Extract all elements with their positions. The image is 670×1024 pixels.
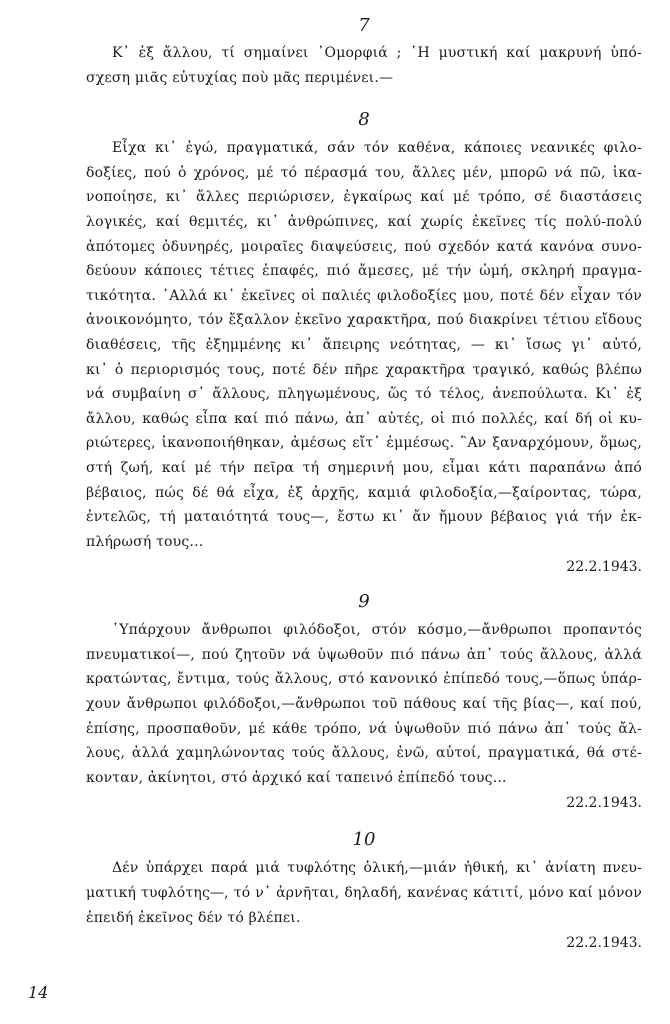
paragraph: [86, 136, 642, 554]
text-line: δεύουν κάποιες τέτιες ἐπαφές, πιό ἄμεσες, μέ τήν ὠμή, σκληρή πραγμα-: [86, 263, 642, 280]
text-line: πλήρωσή τους...: [86, 533, 204, 550]
page-number: 14: [28, 983, 49, 1002]
text-line: νά συμβαίνη σ᾿ ἄλλους, πληγωμένους, ὥς τό τέλος, ἀνεπούλωτα. Κι᾿ ἐξ: [86, 386, 642, 403]
text-line: κι᾿ ὁ περιορισμός τους, ποτέ δέν πῆρε χαρακτῆρα τραγικό, καθώς βλέπω: [86, 361, 642, 378]
paragraph: [86, 618, 642, 790]
text-line: Εἶχα κι᾿ ἐγώ, πραγματικά, σάν τόν καθένα, κάποιες νεανικές φιλο-: [112, 140, 642, 157]
text-line: ἀπότομες ὀδυνηρές, μοιραῖες διαψεύσεις, πού σχεδόν κατά κανόνα συνο-: [86, 238, 642, 255]
text-line: ἐπειδή ἐκεῖνος δέν τό βλέπει.: [86, 909, 301, 926]
text-line: δοξίες, πού ὁ χρόνος, μέ τό πέρασμά του, ἄλλες μέν, μπορῶ νά πῶ, ἱκα-: [86, 164, 642, 181]
section-number: 9: [358, 591, 370, 613]
text-line: πνευματικοί—, πού ζητοῦν νά ὑψωθοῦν πιό πάνω ἀπ᾿ τούς ἄλλους, ἀλλά: [86, 646, 642, 663]
section-number: 8: [358, 109, 370, 131]
book-page: [86, 14, 642, 954]
section-7: [86, 14, 642, 90]
text-line: νοποίησε, κι᾿ ἄλλες περιώρισεν, ἐγκαίρως καί μέ τρόπο, σέ διαστάσεις: [86, 189, 642, 206]
date-stamp: 22.2.1943.: [566, 559, 642, 576]
date-stamp: 22.2.1943.: [566, 795, 642, 812]
text-line: ματική τυφλότης—, τό ν᾿ ἀρνῆται, δηλαδή, κανένας κάτιτί, μόνο καί μόνον: [86, 885, 642, 902]
text-line: στή ζωή, καί μέ τήν πεῖρα τή σημερινή μου, εἶμαι κάτι παραπάνω ἀπό: [86, 459, 642, 476]
paragraph: [86, 856, 642, 930]
text-line: λους, ἀλλά χαμηλώνοντας τούς ἄλλους, ἐνῶ, αὐτοί, πραγματικά, θά στέ-: [86, 745, 642, 762]
section-number: 10: [352, 829, 376, 851]
text-line: ῾Υπάρχουν ἄνθρωποι φιλόδοξοι, στόν κόσμο,—ἄνθρωποι προπαντός: [112, 622, 642, 639]
text-line: ἐντελῶς, τή ματαιότητά τους—, ἔστω κι᾿ ἄν ἤμουν βέβαιος γιά τήν ἐκ-: [86, 509, 642, 526]
section-10: [86, 828, 642, 954]
text-line: λογικές, καί θεμιτές, κι᾿ ἀνθρώπινες, καί χωρίς ἐκεῖνες τίς πολύ-πολύ: [86, 213, 642, 230]
text-line: Δέν ὑπάρχει παρά μιά τυφλότης ὁλική,—μιάν ἠθική, κι᾿ ἀνίατη πνευ-: [112, 860, 642, 877]
text-line: σχεση μιᾶς εὐτυχίας ποὺ μᾶς περιμένει.—: [86, 69, 394, 86]
text-line: ἀνοικονόμητο, τόν ἔξαλλον ἐκεῖνο χαρακτῆρα, πού διακρίνει τέτιου εἴδους: [86, 312, 642, 329]
text-line: κρατώντας, ἔντιμα, τούς ἄλλους, στό κανονικό ἐπίπεδό τους,—ὅπως ὑπάρ-: [86, 671, 642, 688]
date-stamp: 22.2.1943.: [566, 935, 642, 952]
section-9: [86, 590, 642, 814]
text-line: Κ᾿ ἐξ ἄλλου, τί σημαίνει ᾿Ομορφιά ; ῾Η μυστική καί μακρυνή ὑπό-: [112, 45, 642, 61]
section-8: [86, 108, 642, 578]
paragraph: [86, 41, 642, 90]
text-line: χουν ἄνθρωποι φιλόδοξοι,—ἄνθρωποι τοῦ πάθους καί τῆς βίας—, καί πού,: [86, 696, 642, 713]
section-number: 7: [358, 15, 370, 36]
text-line: ἄλλου, καθώς εἶπα καί πιό πάνω, ἀπ᾿ αὐτές, οἱ πιό πολλές, καί δή οἱ κυ-: [86, 410, 642, 427]
text-line: τικότητα. ᾿Αλλά κι᾿ ἐκεῖνες οἱ παλιές φιλοδοξίες μου, ποτέ δέν εἶχαν τόν: [86, 287, 642, 304]
text-line: διαθέσεις, τῆς ἐξημμένης κι᾿ ἄπειρης νεότητας, — κι᾿ ἴσως γι᾿ αὐτό,: [86, 336, 642, 353]
text-line: βέβαιος, πώς δέ θά εἶχα, ἐξ ἀρχῆς, καμιά φιλοδοξία,—ξαίροντας, τώρα,: [86, 484, 642, 501]
text-line: κονταν, ἀκίνητοι, στό ἀρχικό καί ταπεινό ἐπίπεδό τους...: [86, 769, 507, 786]
text-line: ριώτερες, ἱκανοποιήθηκαν, ἀμέσως εἴτ᾿ ἐμμέσως. ῍Αν ξαναρχόμουν, ὅμως,: [86, 435, 642, 452]
text-line: ἐπίσης, προσπαθοῦν, μέ κάθε τρόπο, νά ὑψωθοῦν πιό πάνω ἀπ᾿ τούς ἄλ-: [86, 720, 642, 737]
